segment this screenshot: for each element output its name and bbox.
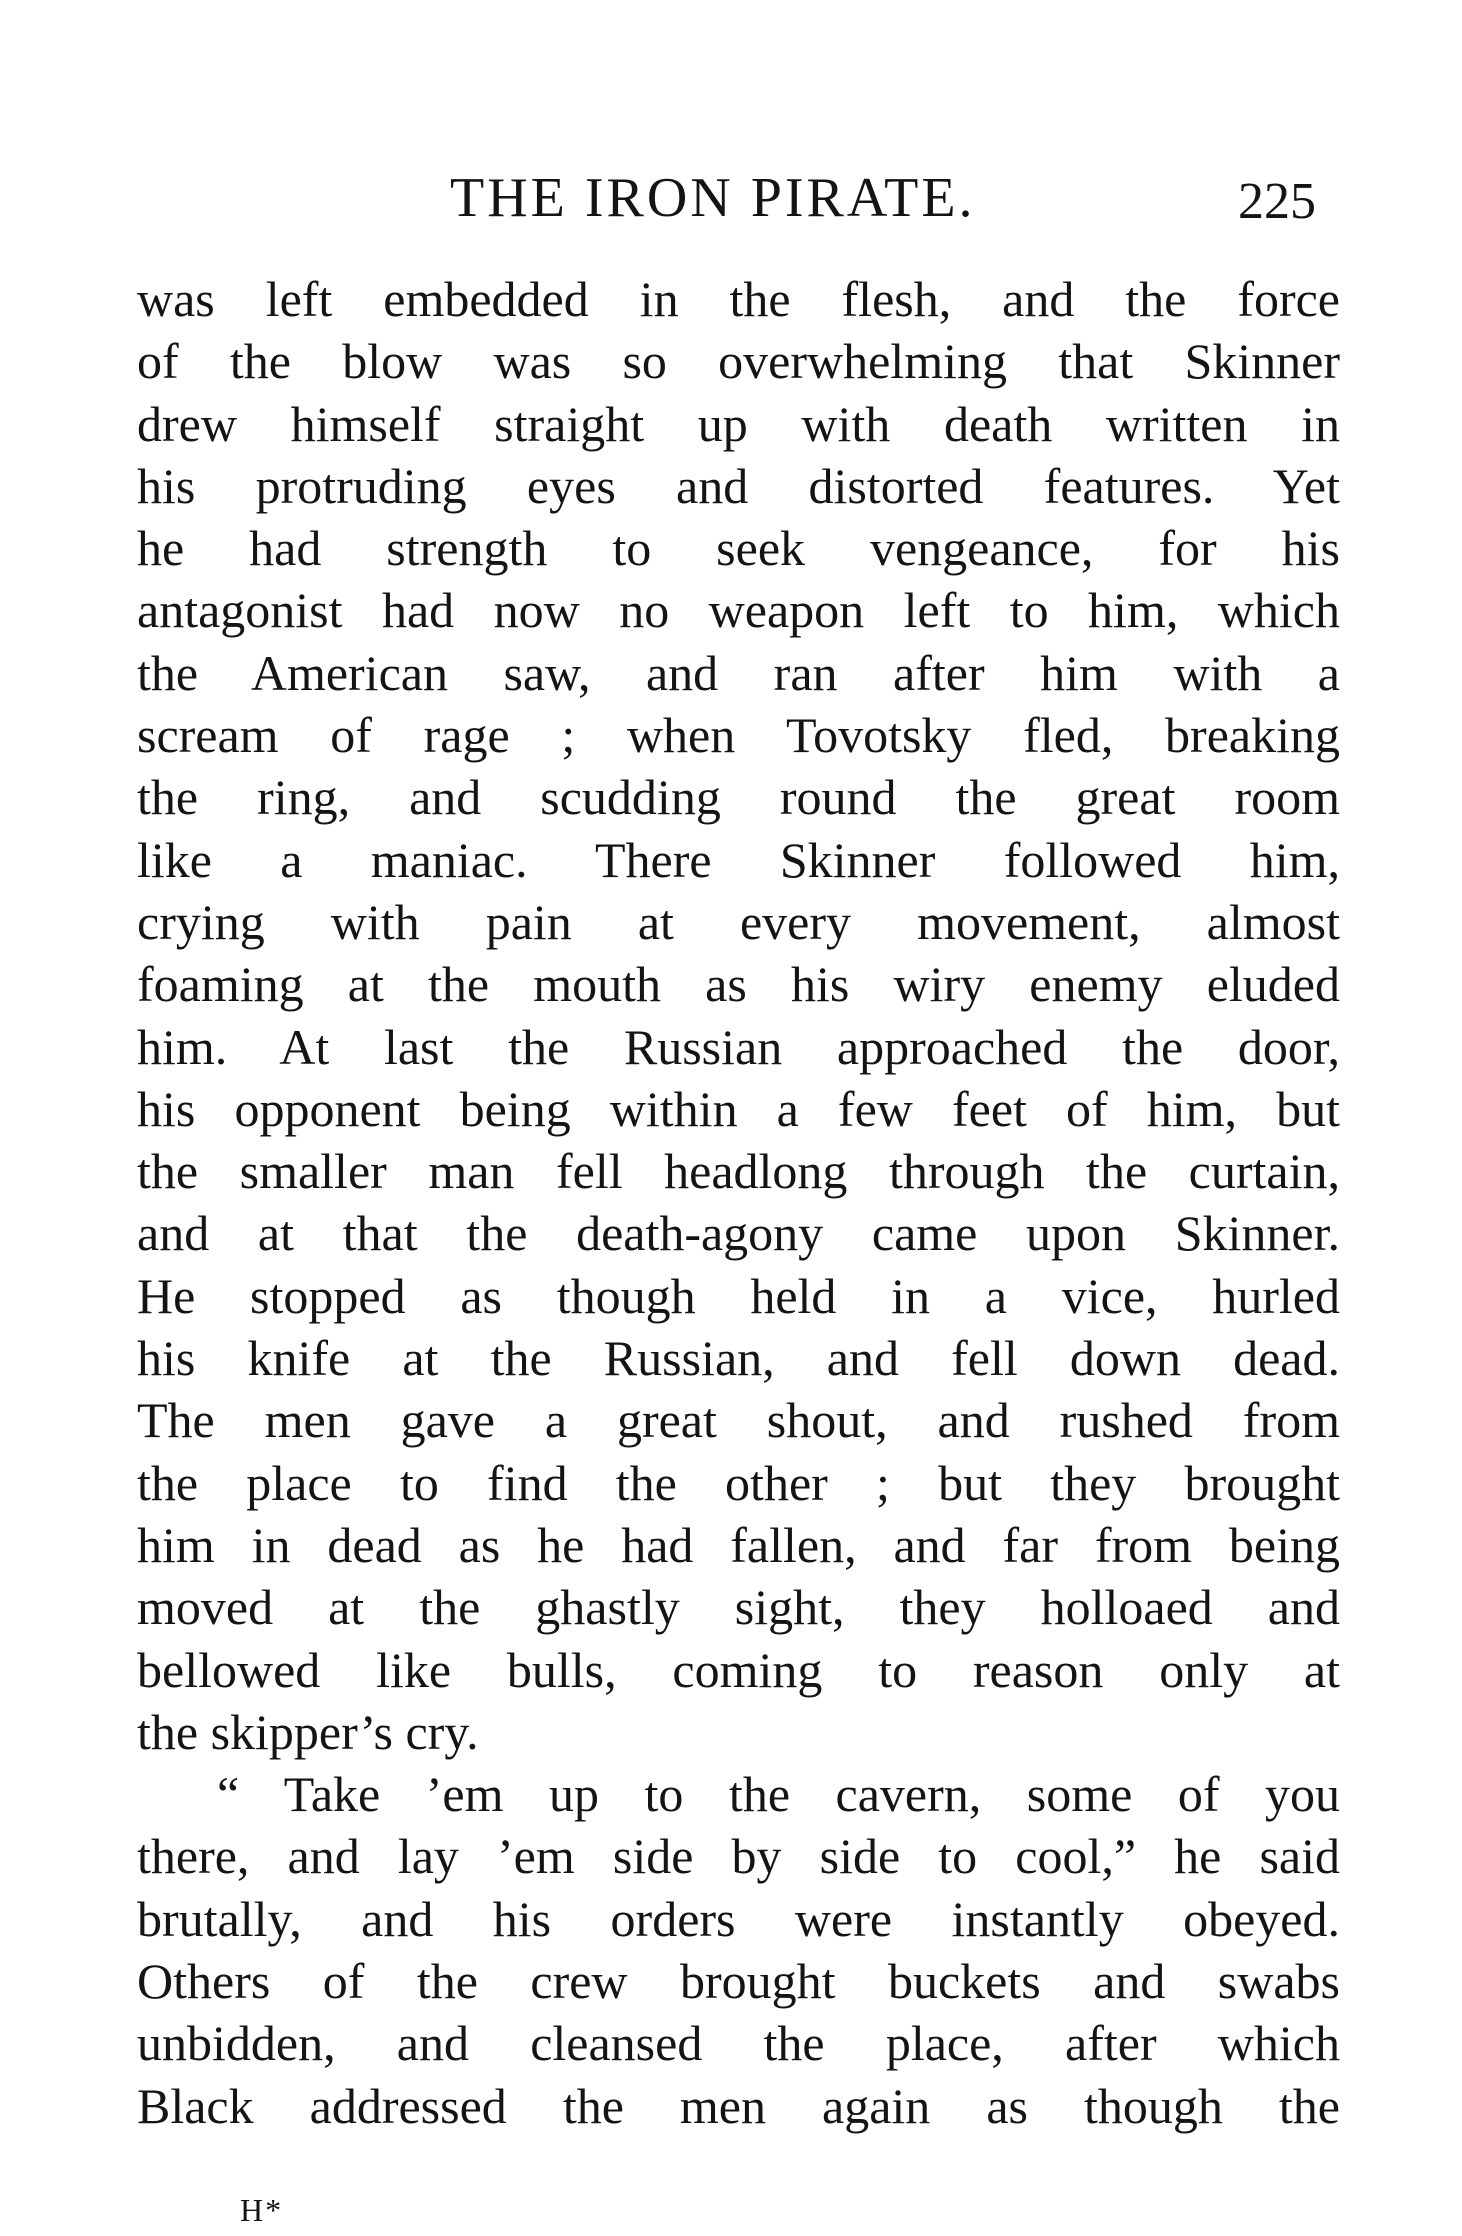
text-line: the skipper’s cry.: [137, 1703, 479, 1760]
text-line: of the blow was so overwhelming that Skinner: [137, 333, 1340, 390]
text-line: his opponent being within a few feet of him, but: [137, 1080, 1340, 1137]
text-line: The men gave a great shout, and rushed from: [137, 1392, 1340, 1449]
text-line: Others of the crew brought buckets and swabs: [137, 1953, 1340, 2010]
text-line: He stopped as though held in a vice, hurled: [137, 1267, 1340, 1324]
text-line: Black addressed the men again as though the: [137, 2077, 1340, 2134]
text-line: foaming at the mouth as his wiry enemy eluded: [137, 956, 1340, 1013]
text-line: he had strength to seek vengeance, for his: [137, 520, 1340, 577]
page-header: [0, 158, 1462, 238]
text-line: bellowed like bulls, coming to reason only at: [137, 1641, 1340, 1698]
text-line: antagonist had now no weapon left to him, which: [137, 582, 1340, 639]
text-line: the American saw, and ran after him with a: [137, 644, 1340, 701]
text-line: the smaller man fell headlong through the curtain,: [137, 1143, 1340, 1200]
text-line: the ring, and scudding round the great room: [137, 769, 1340, 826]
text-line: his protruding eyes and distorted features. Yet: [137, 457, 1340, 514]
signature-mark: H*: [240, 2192, 284, 2228]
text-line: there, and lay ’em side by side to cool,” he said: [137, 1828, 1340, 1885]
text-line: like a maniac. There Skinner followed him,: [137, 831, 1340, 888]
text-line: brutally, and his orders were instantly obeyed.: [137, 1890, 1340, 1947]
text-line: and at that the death-agony came upon Skinner.: [137, 1205, 1340, 1262]
text-line: scream of rage ; when Tovotsky fled, breaking: [137, 707, 1340, 764]
text-line: was left embedded in the flesh, and the force: [137, 271, 1340, 327]
body-text: [137, 268, 1340, 2137]
text-line: unbidden, and cleansed the place, after which: [137, 2015, 1340, 2072]
text-line: the place to find the other ; but they brought: [137, 1454, 1340, 1511]
text-line: him. At last the Russian approached the door,: [137, 1018, 1340, 1075]
text-line: moved at the ghastly sight, they holloaed and: [137, 1579, 1340, 1636]
text-line: drew himself straight up with death written in: [137, 395, 1340, 452]
text-line: his knife at the Russian, and fell down dead.: [137, 1330, 1340, 1387]
text-line: “ Take ’em up to the cavern, some of you: [217, 1766, 1340, 1823]
page-number: 225: [1238, 173, 1316, 230]
running-head: THE IRON PIRATE.: [450, 167, 976, 229]
text-line: him in dead as he had fallen, and far from being: [137, 1516, 1340, 1573]
text-line: crying with pain at every movement, almost: [137, 893, 1340, 950]
